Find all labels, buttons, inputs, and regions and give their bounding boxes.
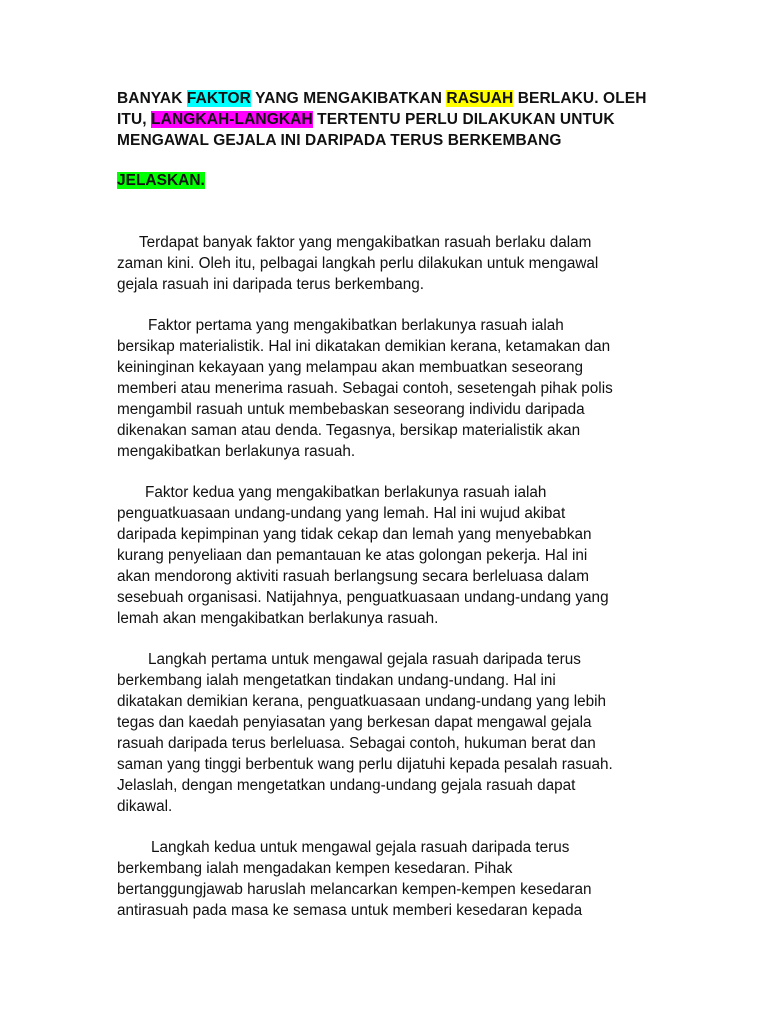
question-text: BERLAKU. OLEH [513,90,647,107]
paragraph-line: Langkah kedua untuk mengawal gejala rasuah daripada terus [151,839,570,856]
paragraph-step-2 [117,837,662,921]
question-text: BANYAK [117,90,187,107]
paragraph-line: memberi atau menerima rasuah. Sebagai contoh, sesetengah pihak polis [117,380,613,397]
paragraph-line: Faktor kedua yang mengakibatkan berlakunya rasuah ialah [145,484,547,501]
paragraph-line: bersikap materialistik. Hal ini dikatakan demikian kerana, ketamakan dan [117,338,611,355]
question-line-2 [117,109,677,130]
question-text: TERTENTU PERLU DILAKUKAN UNTUK [312,111,615,128]
paragraph-line: rasuah daripada terus berleluasa. Sebagai contoh, hukuman berat dan [117,735,596,752]
highlight-faktor: FAKTOR [186,90,251,107]
paragraph-introduction [117,232,662,295]
paragraph-line: akan mendorong aktiviti rasuah berlangsung secara berleluasa dalam [117,568,589,585]
question-text: YANG MENGAKIBATKAN [250,90,447,107]
paragraph-factor-1 [117,315,662,462]
question-line-1 [117,88,677,109]
paragraph-line: tegas dan kaedah penyiasatan yang berkesan dapat mengawal gejala [117,714,592,731]
paragraph-line: sesebuah organisasi. Natijahnya, penguatkuasaan undang-undang yang [117,589,609,606]
paragraph-line: Faktor pertama yang mengakibatkan berlakunya rasuah ialah [148,317,564,334]
highlight-langkah-langkah: LANGKAH-LANGKAH [151,111,313,128]
paragraph-line: dikatakan demikian kerana, penguatkuasaan undang-undang yang lebih [117,693,607,710]
paragraph-line: Terdapat banyak faktor yang mengakibatkan rasuah berlaku dalam [139,234,592,251]
essay-body [117,232,662,941]
paragraph-line: Langkah pertama untuk mengawal gejala rasuah daripada terus [148,651,581,668]
paragraph-factor-2 [117,482,662,629]
paragraph-line: mengambil rasuah untuk membebaskan seseorang individu daripada [117,401,585,418]
essay-question [117,88,677,151]
paragraph-line: zaman kini. Oleh itu, pelbagai langkah perlu dilakukan untuk mengawal [117,255,599,272]
question-command [117,170,205,191]
highlight-jelaskan: JELASKAN. [117,172,205,189]
paragraph-line: keininginan kekayaan yang melampau akan membuatkan seseorang [117,359,584,376]
paragraph-line: lemah akan mengakibatkan berlakunya rasuah. [117,610,439,627]
paragraph-line: dikenakan saman atau denda. Tegasnya, bersikap materialistik akan [117,422,581,439]
question-text: ITU, [117,111,152,128]
paragraph-line: kurang penyeliaan dan pemantauan ke atas golongan pekerja. Hal ini [117,547,588,564]
paragraph-line: antirasuah pada masa ke semasa untuk memberi kesedaran kepada [117,902,583,919]
paragraph-line: saman yang tinggi berbentuk wang perlu dijatuhi kepada pesalah rasuah. [117,756,613,773]
paragraph-line: dikawal. [117,798,173,815]
paragraph-line: penguatkuasaan undang-undang yang lemah. Hal ini wujud akibat [117,505,566,522]
paragraph-line: bertanggungjawab haruslah melancarkan kempen-kempen kesedaran [117,881,592,898]
paragraph-step-1 [117,649,662,817]
highlight-rasuah: RASUAH [446,90,514,107]
paragraph-line: berkembang ialah mengetatkan tindakan undang-undang. Hal ini [117,672,556,689]
question-line-3: MENGAWAL GEJALA INI DARIPADA TERUS BERKEMBANG [117,132,562,149]
paragraph-line: berkembang ialah mengadakan kempen kesedaran. Pihak [117,860,513,877]
paragraph-line: daripada kepimpinan yang tidak cekap dan lemah yang menyebabkan [117,526,592,543]
paragraph-line: gejala rasuah ini daripada terus berkembang. [117,276,424,293]
paragraph-line: Jelaslah, dengan mengetatkan undang-undang gejala rasuah dapat [117,777,576,794]
paragraph-line: mengakibatkan berlakunya rasuah. [117,443,356,460]
